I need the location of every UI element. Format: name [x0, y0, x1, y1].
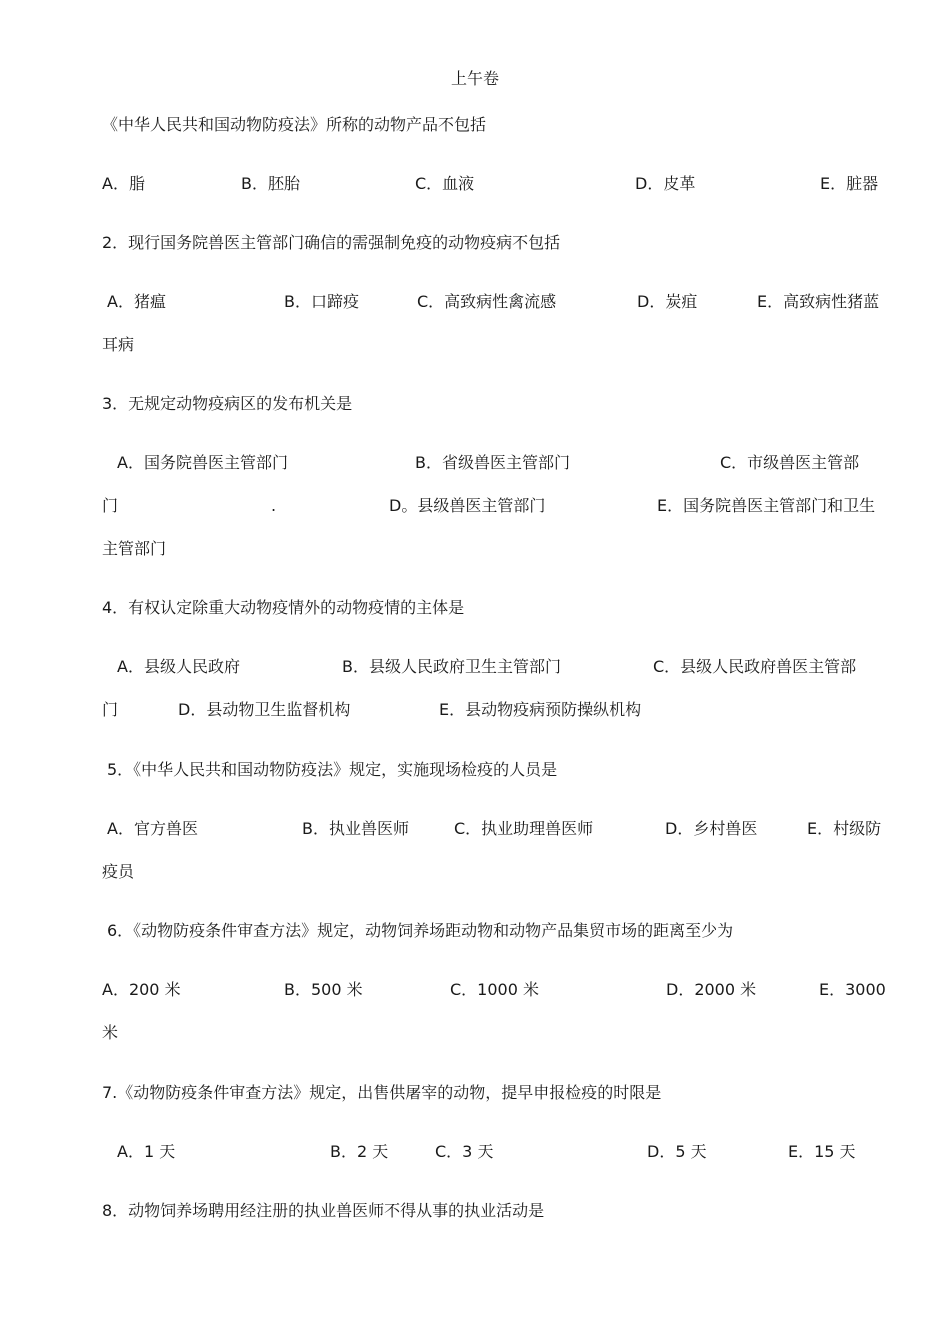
question-6-option-e: E．3000	[819, 980, 886, 999]
question-6-option-d: D．2000 米	[666, 980, 757, 999]
question-3-option-e: E．国务院兽医主管部门和卫生	[657, 496, 876, 515]
question-2-option-a: A．猪瘟	[107, 292, 166, 311]
question-6-option-c: C．1000 米	[450, 980, 539, 999]
question-7-option-a: A．1 天	[117, 1142, 176, 1161]
question-1-option-d: D．皮革	[635, 174, 696, 193]
question-1-option-e: E．脏器	[820, 174, 879, 193]
question-2-option-d: D．炭疽	[637, 292, 698, 311]
question-3-option-d: D。县级兽医主管部门	[389, 496, 546, 515]
question-7-option-b: B．2 天	[330, 1142, 389, 1161]
question-3-wrap: 主管部门	[102, 539, 167, 558]
question-4-line2-fragment: 门	[102, 700, 119, 719]
question-4-option-e: E．县动物疫病预防操纵机构	[439, 700, 642, 719]
question-4-option-d: D．县动物卫生监督机构	[178, 700, 351, 719]
question-7-option-c: C．3 天	[435, 1142, 494, 1161]
question-5-option-d: D．乡村兽医	[665, 819, 758, 838]
question-6-option-a: A．200 米	[102, 980, 181, 999]
question-4-option-b: B．县级人民政府卫生主管部门	[342, 657, 561, 676]
question-3-option-a: A．国务院兽医主管部门	[117, 453, 288, 472]
question-7-stem: 7.《动物防疫条件审查方法》规定，出售供屠宰的动物，提早申报检疫的时限是	[102, 1083, 662, 1102]
question-1-option-a: A．脂	[102, 174, 145, 193]
question-3-option-c: C．市级兽医主管部	[720, 453, 860, 472]
question-5-option-a: A．官方兽医	[107, 819, 198, 838]
question-3-option-b: B．省级兽医主管部门	[415, 453, 570, 472]
question-7-option-e: E．15 天	[788, 1142, 856, 1161]
question-5-option-e: E．村级防	[807, 819, 882, 838]
question-1-option-c: C．血液	[415, 174, 475, 193]
page-title: 上午卷	[450, 69, 499, 88]
question-1-option-b: B．胚胎	[241, 174, 300, 193]
question-6-wrap: 米	[102, 1023, 119, 1042]
question-4-option-c: C．县级人民政府兽医主管部	[653, 657, 857, 676]
question-5-option-b: B．执业兽医师	[302, 819, 409, 838]
question-4-option-a: A．县级人民政府	[117, 657, 240, 676]
question-3-stem: 3．无规定动物疫病区的发布机关是	[102, 394, 353, 413]
question-5-option-c: C．执业助理兽医师	[454, 819, 594, 838]
question-1-stem: 《中华人民共和国动物防疫法》所称的动物产品不包括	[102, 115, 487, 134]
question-2-option-b: B．口蹄疫	[284, 292, 359, 311]
question-8-stem: 8．动物饲养场聘用经注册的执业兽医师不得从事的执业活动是	[102, 1201, 545, 1220]
question-6-stem: 6．《动物防疫条件审查方法》规定，动物饲养场距动物和动物产品集贸市场的距离至少为	[107, 921, 734, 940]
question-7-option-d: D．5 天	[647, 1142, 707, 1161]
question-3-line2-dot: .	[271, 496, 277, 515]
question-5-stem: 5．《中华人民共和国动物防疫法》规定，实施现场检疫的人员是	[107, 760, 558, 779]
question-2-wrap: 耳病	[102, 335, 135, 354]
question-6-option-b: B．500 米	[284, 980, 363, 999]
question-5-wrap: 疫员	[102, 862, 135, 881]
question-2-stem: 2．现行国务院兽医主管部门确信的需强制免疫的动物疫病不包括	[102, 233, 561, 252]
question-3-line2-fragment: 门	[102, 496, 119, 515]
question-2-option-e: E．高致病性猪蓝	[757, 292, 880, 311]
question-4-stem: 4．有权认定除重大动物疫情外的动物疫情的主体是	[102, 598, 465, 617]
question-2-option-c: C．高致病性禽流感	[417, 292, 557, 311]
